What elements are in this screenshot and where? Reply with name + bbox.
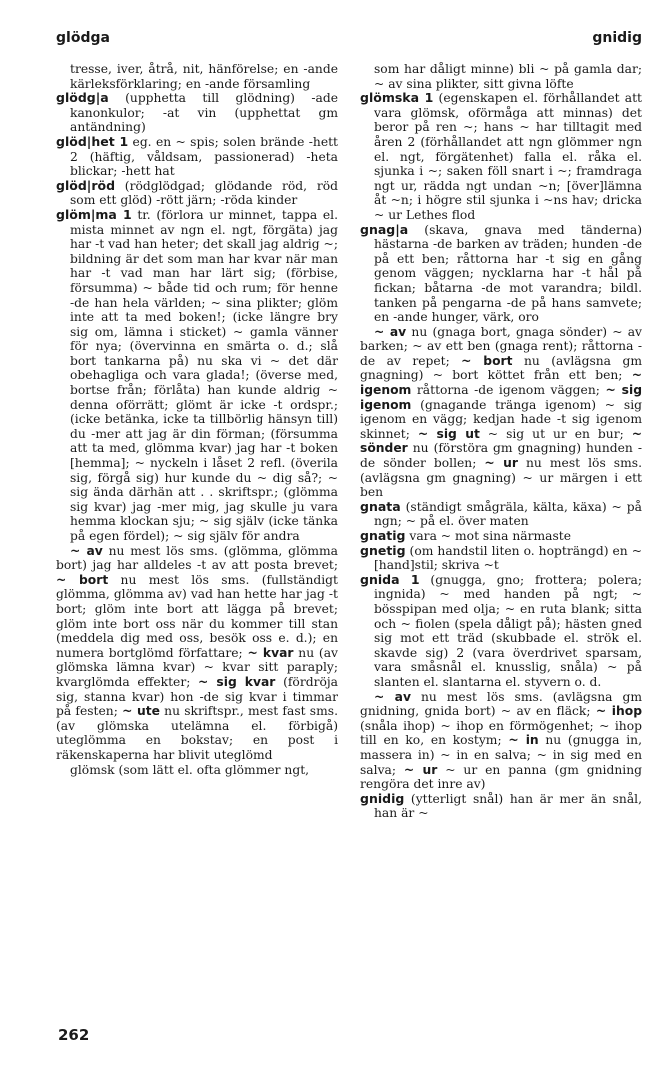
subword: ~ igenom: [360, 368, 642, 398]
entry-text: ~ sig ut ur en bur;: [479, 426, 632, 441]
headword: glödg|a: [56, 90, 109, 106]
dictionary-entry: [56, 179, 338, 208]
dictionary-entry: [360, 544, 642, 573]
headword: glöd|het 1: [56, 133, 129, 149]
entry-text: nu (avlägsna gm gnagning) ~ bort köttet från ett ben;: [360, 353, 642, 383]
left-column: [56, 62, 338, 821]
subword: ~ bort: [461, 353, 513, 368]
entry-text: vara ~ mot sina närmaste: [405, 529, 571, 543]
subword: ~ ur: [484, 456, 518, 471]
text-columns: [56, 62, 642, 821]
subword: ~ in: [508, 733, 539, 748]
headword: gnida 1: [360, 571, 420, 587]
subword: ~ av: [70, 543, 103, 558]
headword: glöd|röd: [56, 177, 116, 193]
entry-text: nu mest lös sms. (avlägsna gm gnagning) ~ ur märgen i ett ben: [360, 456, 642, 500]
headword: gnetig: [360, 542, 406, 558]
subword: ~ ute: [122, 704, 160, 719]
headword: gnata: [360, 498, 401, 514]
entry-text: (gnugga, gno; frottera; polera; ingnida) ~ med handen på ngt; ~ bösspipan med olja; ~ en ruta blank; sitta och ~ fiolen (spela dåligt på); hästen gned sig mot ett träd (skubbade el. strök el. skavde sig) 2 (vara överdrivet sparsam, vara småsnål el. knusslig, snåla) ~ på slanten el. slantarna el. styvern o. d.: [374, 572, 642, 689]
headword: gnatig: [360, 528, 406, 543]
entry-text: nu mest lös sms. (glömma, glömma bort) jag har alldeles -t av att posta brevet;: [56, 543, 338, 573]
entry-text: tr. (förlora ur minnet, tappa el. mista minnet av ngn el. ngt, förgäta) jag har -t vad han heter; det skall jag aldrig ~; bildning är det som man har kvar när man har -t vad man har lärt sig; (förbise, försumma) ~ både tid och rum; för henne -de han hela världen; ~ sina plikter; glöm inte att ta med boken!; (icke längre bry sig om, lämna i sticket) ~ gamla vänner för nya; (övervinna en smärta o. d.; slå bort tankarna på) nu ska vi ~ det där obehagliga och vara glada!; (överse med, bortse från; förlåta) han kunde aldrig ~ denna oförrätt; glömt är icke -t ordspr.; (icke betänka, icke ta tillbörlig hänsyn till) du -mer att jag är din förman; (försumma att ta med, glömma kvar) jag har -t boken [hemma]; ~ nyckeln i låset 2 refl. (överila sig, förgå sig) hur kunde du ~ dig så?; ~ sig ända därhän att . . skriftspr.; (glömma sig kvar) jag -mer mig, jag skulle ju vara hemma klockan sju; ~ sig själv (icke tänka på egen fördel); ~ sig själv för andra: [70, 207, 338, 543]
entry-text: nu mest lös sms. (avlägsna gm gnidning, gnida bort) ~ av en fläck;: [360, 689, 642, 719]
entry-text: nu mest lös sms. (fullständigt glömma, glömma av) vad han hette har jag -t bort; glöm inte bort att lägga på brevet; glöm inte bort oss när du kommer till stan (meddela dig med oss, besök oss e. d.); en numera bortglömd författare;: [56, 572, 338, 660]
entry-text: nu (gnaga bort, gnaga sönder) ~ av barken; ~ av ett ben (gnaga rent); råttorna -de av repet;: [360, 324, 642, 368]
headword: gnag|a: [360, 221, 409, 237]
dictionary-entry: [56, 208, 338, 544]
entry-text: (om handstil liten o. hopträngd) en ~ [hand]stil; skriva ~t: [374, 543, 642, 573]
right-column: [360, 62, 642, 821]
subword: ~ ur: [403, 762, 438, 777]
compound-block: [56, 544, 338, 763]
entry-text: (gnagande tränga igenom) ~ sig igenom en vägg; kedjan hade -t sig igenom skinnet;: [360, 397, 642, 441]
dictionary-entry: [56, 91, 338, 135]
dictionary-entry: [360, 573, 642, 690]
entry-text: nu skriftspr., mest fast sms. (av glömska utelämna el. förbigå) uteglömma en bokstav; en post i räkenskaperna har blivit uteglömd: [56, 704, 338, 762]
entry-text: (ytterligt snål) han är mer än snål, han är ~: [374, 791, 642, 821]
subword: ~ sig igenom: [360, 383, 643, 412]
dictionary-entry: [360, 500, 642, 529]
compound-lead: [56, 544, 103, 558]
entry-text: ~ ur en panna (gm gnidning rengöra det inre av): [360, 762, 642, 792]
subword: ~ sig ut: [417, 426, 480, 441]
page-number: 262: [58, 1026, 90, 1044]
entry-continuation: [56, 763, 338, 778]
running-head-left: glödga: [56, 30, 110, 46]
subword: ~ av: [374, 689, 411, 704]
subword: ~ av: [374, 324, 407, 339]
running-head: [56, 30, 642, 46]
entry-text: (egenskapen el. förhållandet att vara glömsk, oförmåga att minnas) det beror på ren ~; hans ~ har tilltagit med åren 2 (förhållandet att ngn glömmer ngn el. ngt, förgätenhet) falla el. råka el. sjunka i ~; saken föll snart i ~; framdraga ngt ur, rädda ngt undan ~n; [över]lämna åt ~n; i högre stil sjunka i ~ns hav; dricka ~ ur Lethes flod: [374, 91, 642, 222]
entry-text: (upphetta till glödning) -ade kanonkulor; -at vin (upphettat gm antändning): [70, 91, 338, 135]
subword: ~ sig kvar: [198, 674, 276, 689]
entry-text: (fördröja sig, stanna kvar) hon -de sig kvar i timmar på festen;: [56, 674, 338, 719]
subword: ~ sönder: [360, 426, 642, 456]
dictionary-entry: [56, 135, 338, 179]
running-head-right: gnidig: [592, 30, 642, 46]
entry-text: glömsk (som lätt el. ofta glömmer ngt,: [70, 762, 310, 777]
headword: glömska 1: [360, 90, 434, 106]
compound-lead: [360, 325, 406, 339]
subword: ~ ihop: [595, 704, 642, 719]
compound-block: [360, 325, 642, 500]
dictionary-entry: [360, 91, 642, 222]
headword: gnidig: [360, 790, 405, 806]
entry-text: eg. en ~ spis; solen brände -hett 2 (häftig, våldsam, passionerad) -heta blickar; -hett hat: [70, 134, 338, 179]
entry-text: råttorna -de igenom väggen;: [411, 383, 606, 398]
dictionary-entry: [360, 792, 642, 821]
entry-text: (ständigt smågräla, kälta, käxa) ~ på ngn; ~ på el. över maten: [374, 499, 642, 529]
compound-lead: [360, 690, 411, 704]
entry-text: som har dåligt minne) bli ~ på gamla dar; ~ av sina plikter, sitt givna löfte: [374, 62, 642, 91]
entry-text: tresse, iver, åtrå, nit, hänförelse; en -ande kärleksförklaring; en -ande församling: [70, 62, 338, 91]
entry-text: nu (av glömska lämna kvar) ~ kvar sitt paraply; kvarglömda effekter;: [56, 645, 338, 689]
entry-text: (rödglödgad; glödande röd, röd som ett glöd) -rött järn; -röda kinder: [70, 178, 338, 208]
entry-text: (snåla ihop) ~ ihop en förmögenhet; ~ ihop till en ko, en kostym;: [360, 718, 642, 748]
dictionary-entry: [360, 529, 642, 544]
compound-block: [360, 690, 642, 792]
dictionary-entry: [360, 223, 642, 325]
entry-text: nu (förstöra gm gnagning) hunden -de sönder bollen;: [360, 441, 642, 471]
headword: glöm|ma 1: [56, 206, 132, 222]
entry-text: nu (gnugga in, massera in) ~ in en salva; ~ in sig med en salva;: [360, 733, 642, 777]
entry-text: (skava, gnava med tänderna) hästarna -de barken av träden; hunden -de på ett ben; råttorna har -t sig en gång genom väggen; nycklarna har -t hål på fickan; båtarna -de mot varandra; bildl. tanken på pengarna -de på hans samvete; en -ande hunger, värk, oro: [374, 222, 642, 325]
subword: ~ bort: [56, 572, 109, 587]
subword: ~ kvar: [247, 645, 294, 660]
entry-continuation: [360, 62, 642, 91]
entry-continuation: [56, 62, 338, 91]
